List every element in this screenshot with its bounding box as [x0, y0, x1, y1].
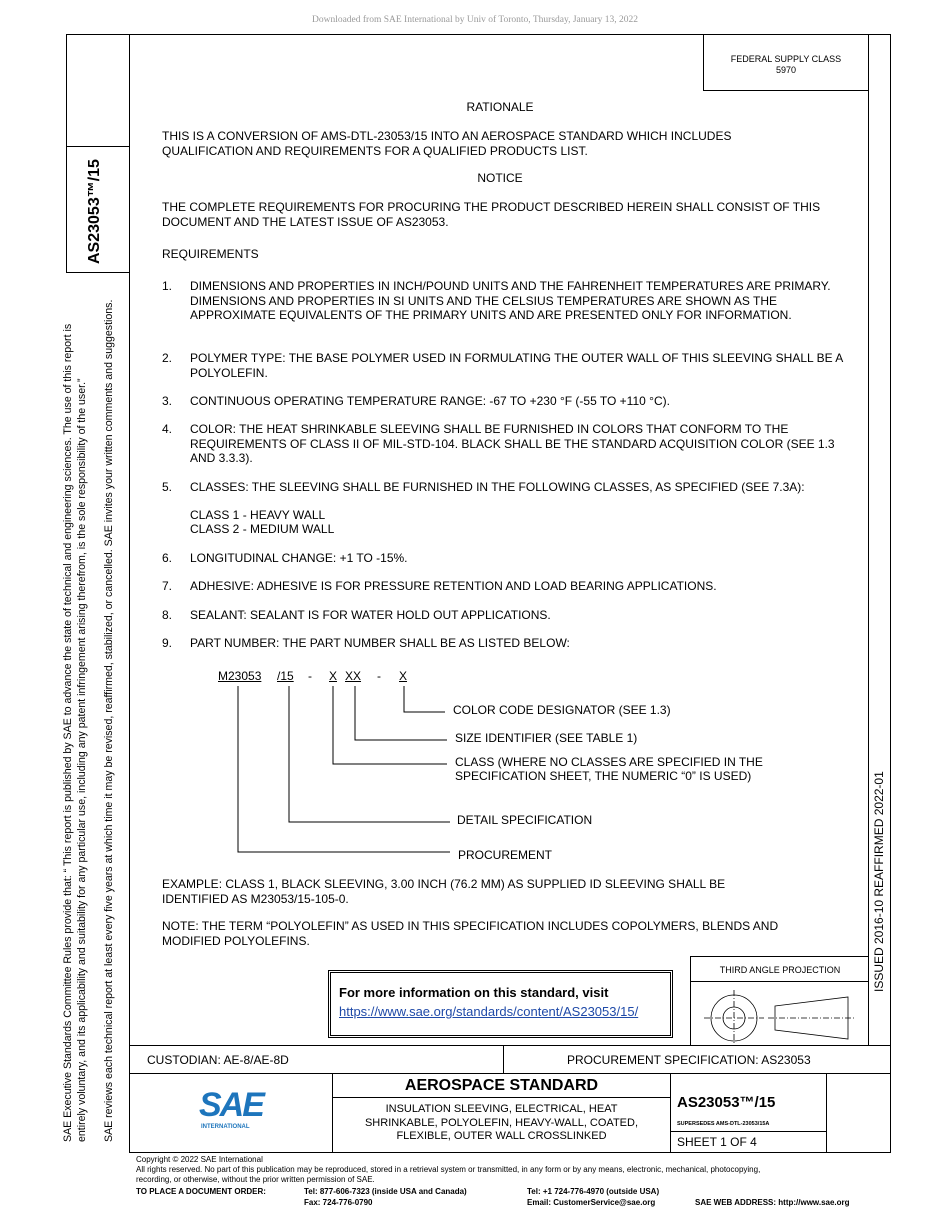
rationale-text: THIS IS A CONVERSION OF AMS-DTL-23053/15 INTO AN AEROSPACE STANDARD WHICH INCLUDES QUALIFICATION AND REQUIREMENTS FOR A QUALIFIED PRODUCTS LIST. — [162, 129, 732, 158]
requirement-num: 3. — [162, 394, 173, 408]
rules-line-2: entirely voluntary, and its applicability and suitability for any particular use, including any patent infringement arising therefrom, is the sole responsibility of the user.” — [76, 378, 88, 1142]
notice-heading: NOTICE — [477, 171, 523, 185]
pn-size: XX — [345, 669, 362, 683]
notice-text: THE COMPLETE REQUIREMENTS FOR PROCURING THE PRODUCT DESCRIBED HEREIN SHALL CONSIST OF THIS DOCUMENT AND THE LATEST ISSUE OF AS23053. — [162, 200, 821, 229]
web-address[interactable]: SAE WEB ADDRESS: http://www.sae.org — [695, 1198, 850, 1207]
pn-base: M23053 — [218, 669, 262, 683]
fax: Fax: 724-776-0790 — [304, 1198, 373, 1207]
requirement-text: POLYMER TYPE: THE BASE POLYMER USED IN FORMULATING THE OUTER WALL OF THIS SLEEVING SHALL BE A POLYOLEFIN. — [190, 351, 843, 380]
requirement-num: 5. — [162, 480, 173, 494]
copyright: Copyright © 2022 SAE International — [136, 1155, 263, 1164]
requirement-num: 2. — [162, 351, 173, 365]
pn-class-label-1: CLASS (WHERE NO CLASSES ARE SPECIFIED IN THE — [455, 755, 763, 769]
supersedes: SUPERSEDES AMS-DTL-23053/15A — [677, 1121, 770, 1127]
requirement-text: CONTINUOUS OPERATING TEMPERATURE RANGE: -67 TO +230 °F (-55 TO +110 °C). — [190, 394, 670, 408]
document-title — [333, 1103, 670, 1144]
order-label: TO PLACE A DOCUMENT ORDER: — [136, 1187, 266, 1196]
rules-line-3: SAE reviews each technical report at least every five years at which time it may be revised, reaffirmed, stabilized, or cancelled. SAE invites your written comments and suggestions. — [103, 299, 115, 1142]
pn-class: X — [329, 669, 338, 683]
pn-dash-2: - — [377, 669, 381, 683]
pn-class-label-2: SPECIFICATION SHEET, THE NUMERIC “0” IS USED) — [455, 769, 752, 783]
side-doc-number: AS23053™/15 — [86, 159, 103, 264]
sae-logo-sub: INTERNATIONAL — [201, 1124, 250, 1130]
download-note: Downloaded from SAE International by Univ of Toronto, Thursday, January 13, 2022 — [311, 15, 639, 25]
requirement-text: ADHESIVE: ADHESIVE IS FOR PRESSURE RETENTION AND LOAD BEARING APPLICATIONS. — [190, 579, 717, 593]
federal-supply-class-label: FEDERAL SUPPLY CLASS — [730, 54, 842, 64]
procurement-spec: PROCUREMENT SPECIFICATION: AS23053 — [567, 1053, 811, 1067]
tel-intl: Tel: +1 724-776-4970 (outside USA) — [527, 1187, 660, 1196]
requirement-num: 6. — [162, 551, 173, 565]
class-1: CLASS 1 - HEAVY WALL — [190, 508, 326, 522]
requirement-text: PART NUMBER: THE PART NUMBER SHALL BE AS LISTED BELOW: — [190, 636, 570, 650]
requirement-num: 9. — [162, 636, 173, 650]
requirements-heading: REQUIREMENTS — [162, 247, 259, 261]
info-box-link[interactable]: https://www.sae.org/standards/content/AS23053/15/ — [339, 1004, 639, 1019]
title-line-2: SHRINKABLE, POLYOLEFIN, HEAVY-WALL, COATED, — [364, 1116, 639, 1129]
sae-logo-mark: SAE — [199, 1086, 263, 1124]
custodian: CUSTODIAN: AE-8/AE-8D — [147, 1053, 289, 1067]
title-line-3: FLEXIBLE, OUTER WALL CROSSLINKED — [396, 1130, 607, 1142]
requirement-num: 7. — [162, 579, 173, 593]
requirement-text: CLASSES: THE SLEEVING SHALL BE FURNISHED IN THE FOLLOWING CLASSES, AS SPECIFIED (SEE 7.3A): — [190, 480, 805, 494]
issued-reaffirmed: ISSUED 2016-10 REAFFIRMED 2022-01 — [872, 771, 886, 992]
rights-line-2: recording, or otherwise, without the prior written permission of SAE. — [136, 1175, 375, 1184]
pn-size-label: SIZE IDENTIFIER (SEE TABLE 1) — [455, 731, 638, 745]
rationale-heading: RATIONALE — [466, 100, 534, 114]
federal-supply-class-value: 5970 — [775, 65, 797, 75]
requirement-num: 4. — [162, 422, 173, 436]
tel-us: Tel: 877-606-7323 (inside USA and Canada) — [304, 1187, 467, 1196]
info-box-heading: For more information on this standard, visit — [339, 985, 609, 1000]
requirement-text: DIMENSIONS AND PROPERTIES IN INCH/POUND UNITS AND THE FAHRENHEIT TEMPERATURES ARE PRIMARY. DIMENSIONS AND PROPERTIES IN SI UNITS AND THE CELSIUS TEMPERATURES ARE SHOWN AS THE APPROXIMATE EQUIVALENTS OF THE PRIMARY UNITS AND ARE PRESENTED ONLY FOR INFORMATION. — [190, 279, 831, 322]
aerospace-standard-heading: AEROSPACE STANDARD — [404, 1077, 599, 1094]
pn-detail: /15 — [277, 669, 294, 683]
example-text: EXAMPLE: CLASS 1, BLACK SLEEVING, 3.00 INCH (76.2 MM) AS SUPPLIED ID SLEEVING SHALL BE IDENTIFIED AS M23053/15-105-0. — [162, 877, 726, 906]
requirement-text: SEALANT: SEALANT IS FOR WATER HOLD OUT APPLICATIONS. — [190, 608, 551, 622]
class-2: CLASS 2 - MEDIUM WALL — [190, 522, 335, 536]
pn-color: X — [399, 669, 408, 683]
title-line-1: INSULATION SLEEVING, ELECTRICAL, HEAT — [385, 1103, 618, 1115]
sae-logo — [190, 1088, 280, 1136]
pn-detail-label: DETAIL SPECIFICATION — [457, 813, 593, 827]
email[interactable]: Email: CustomerService@sae.org — [527, 1198, 656, 1207]
pn-color-label: COLOR CODE DESIGNATOR (SEE 1.3) — [453, 703, 671, 717]
requirement-text: COLOR: THE HEAT SHRINKABLE SLEEVING SHALL BE FURNISHED IN COLORS THAT CONFORM TO THE REQUIREMENTS OF CLASS II OF MIL-STD-104. BLACK SHALL BE THE STANDARD ACQUISITION COLOR (SEE 1.3 AND 3.3.3). — [190, 422, 835, 465]
title-doc-number: AS23053™/15 — [677, 1094, 776, 1111]
requirement-num: 8. — [162, 608, 173, 622]
sheet-number: SHEET 1 OF 4 — [677, 1135, 757, 1149]
third-angle-label: THIRD ANGLE PROJECTION — [719, 965, 841, 975]
requirement-text: LONGITUDINAL CHANGE: +1 TO -15%. — [190, 551, 408, 565]
rules-line-1: SAE Executive Standards Committee Rules provide that: “ This report is published by SAE to advance the state of technical and engineering sciences. The use of this report is — [62, 323, 74, 1142]
pn-procurement-label: PROCUREMENT — [458, 848, 553, 862]
pn-dash-1: - — [308, 669, 312, 683]
note-text: NOTE: THE TERM “POLYOLEFIN” AS USED IN THIS SPECIFICATION INCLUDES COPOLYMERS, BLENDS AND MODIFIED POLYOLEFINS. — [162, 919, 779, 948]
rights-line-1: All rights reserved. No part of this publication may be reproduced, stored in a retrieval system or transmitted, in any form or by any means, electronic, mechanical, photocopying, — [136, 1165, 761, 1174]
requirement-num: 1. — [162, 279, 173, 293]
